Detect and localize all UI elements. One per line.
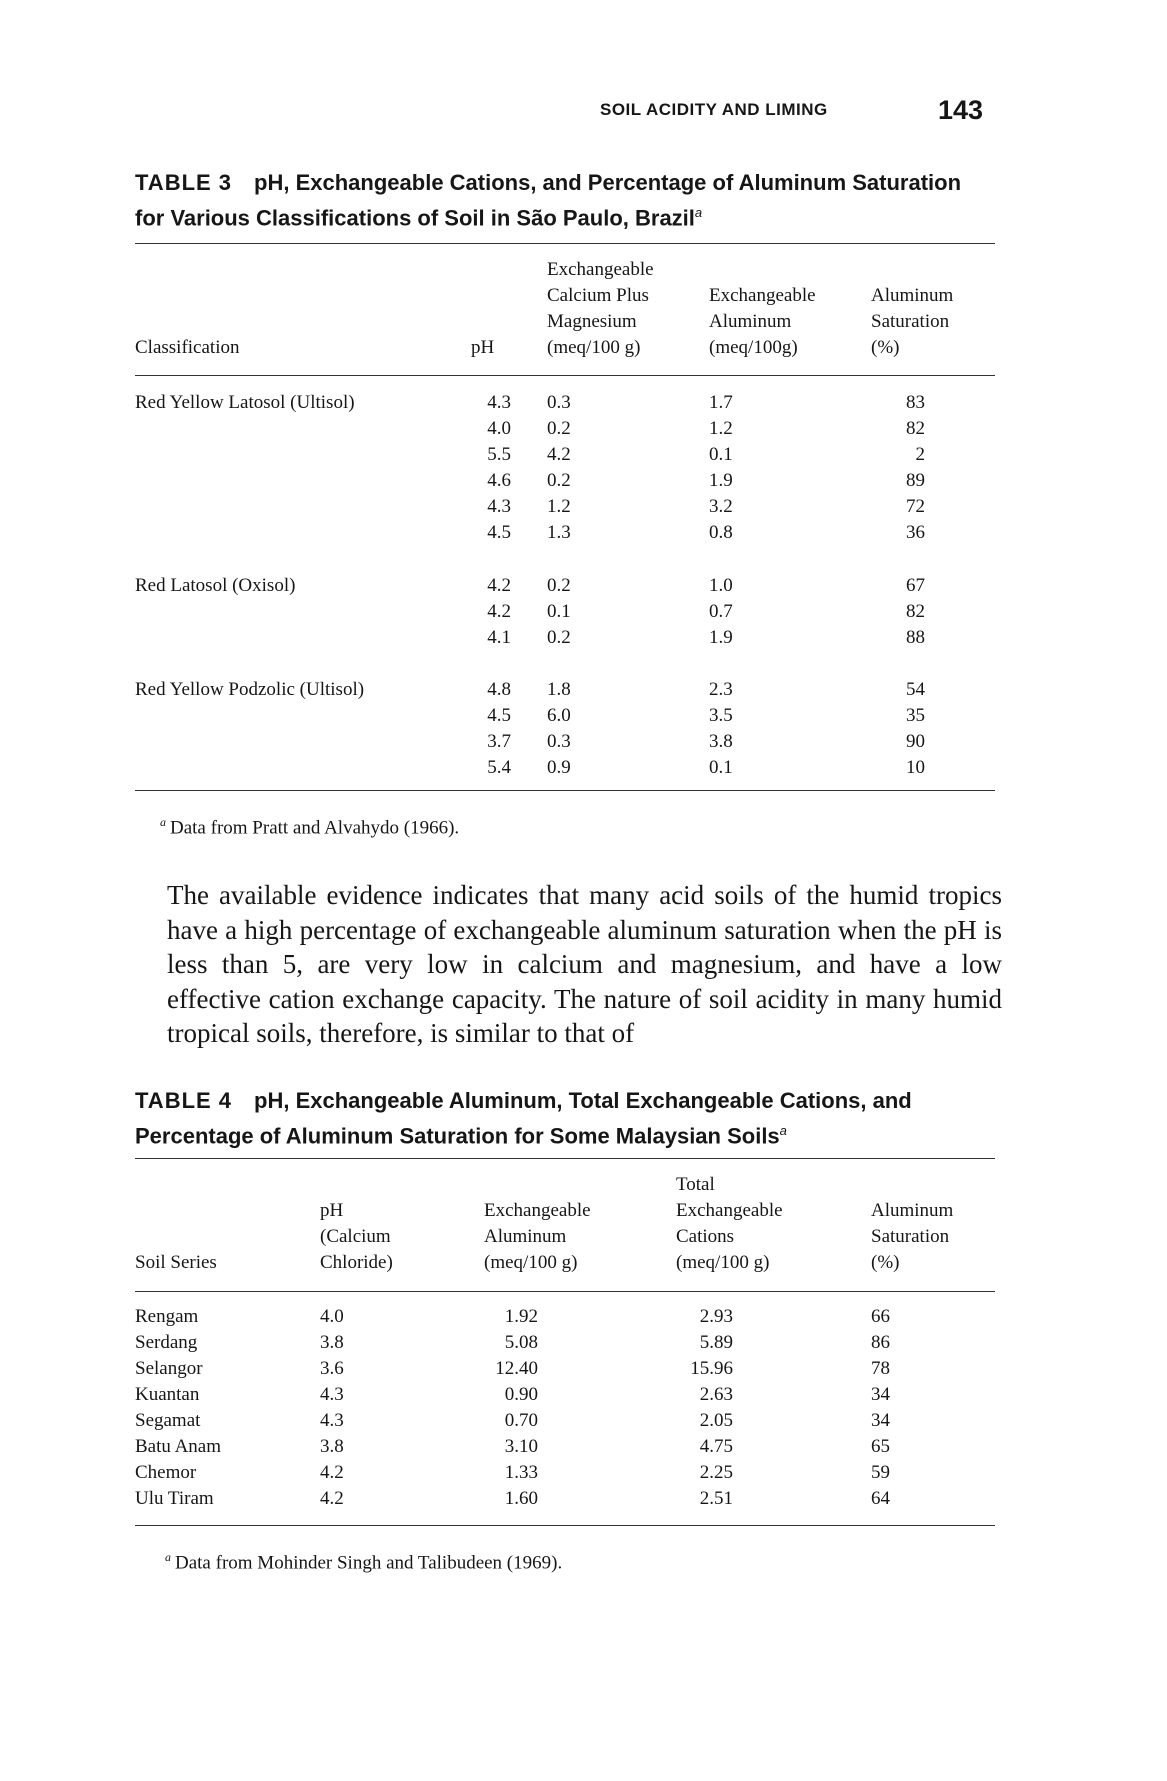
table4-cell-ph: 4.2 (320, 1488, 344, 1509)
table4-cell-al: 12.40 (495, 1358, 538, 1379)
table4-cell-total: 2.51 (699, 1488, 733, 1509)
header-line: Aluminum (484, 1226, 567, 1247)
table3-cell-al: 0.1 (709, 444, 733, 465)
table4-cell-soil: Selangor (135, 1358, 203, 1379)
table3-footnote-text: Data from Pratt and Alvahydo (1966). (170, 817, 460, 839)
table3-bottom-rule (135, 790, 995, 791)
header-line: Total (676, 1174, 715, 1195)
table3-header-ca-mg (547, 257, 654, 361)
table3-cell-ca-mg: 4.2 (547, 444, 571, 465)
table4-cell-soil: Serdang (135, 1332, 198, 1353)
table4-cell-sat: 34 (871, 1410, 890, 1431)
table4-cell-sat: 59 (871, 1462, 890, 1483)
header-line: Exchangeable (676, 1200, 783, 1221)
table4-cell-ph: 3.8 (320, 1332, 344, 1353)
footnote-marker: a (160, 815, 166, 829)
table4-cell-ph: 4.2 (320, 1462, 344, 1483)
header-line: (meq/100 g) (484, 1252, 578, 1273)
table3-cell-al: 1.9 (709, 627, 733, 648)
table3-cell-ca-mg: 0.2 (547, 627, 571, 648)
table3-cell-sat: 67 (906, 575, 925, 596)
table3-cell-ph: 5.5 (487, 444, 511, 465)
table4-header-soil: Soil Series (135, 1252, 217, 1273)
table3-cell-ph: 4.3 (487, 496, 511, 517)
table4-cell-ph: 3.8 (320, 1436, 344, 1457)
table4-top-rule (135, 1158, 995, 1159)
table4-cell-al: 0.90 (504, 1384, 538, 1405)
table3-cell-ph: 4.5 (487, 705, 511, 726)
header-line: Aluminum (871, 1200, 954, 1221)
table3-cell-al: 1.2 (709, 418, 733, 439)
table4-cell-total: 2.63 (699, 1384, 733, 1405)
header-line: Exchangeable (547, 259, 654, 280)
table4-cell-ph: 4.3 (320, 1410, 344, 1431)
table4-cell-total: 4.75 (699, 1436, 733, 1457)
table3-cell-ph: 4.6 (487, 470, 511, 491)
table3-cell-sat: 89 (906, 470, 925, 491)
table4-footnote (165, 1550, 562, 1574)
table4-cell-al: 5.08 (504, 1332, 538, 1353)
table3-top-rule (135, 243, 995, 244)
table3-cell-sat: 35 (906, 705, 925, 726)
table3-cell-al: 3.2 (709, 496, 733, 517)
table4-cell-soil: Batu Anam (135, 1436, 222, 1457)
table3-group-name: Red Latosol (Oxisol) (135, 575, 296, 596)
header-line: Saturation (871, 311, 950, 332)
table4-cell-total: 2.05 (699, 1410, 733, 1431)
table3-header-classification: Classification (135, 337, 240, 358)
table3-cell-al: 2.3 (709, 679, 733, 700)
header-line: Cations (676, 1226, 735, 1247)
table3-cell-sat: 88 (906, 627, 925, 648)
table4-header-rule (135, 1291, 995, 1292)
table3-cell-sat: 54 (906, 679, 925, 700)
table3-cell-al: 0.1 (709, 757, 733, 778)
table4-cell-total: 2.25 (699, 1462, 733, 1483)
table4-cell-soil: Kuantan (135, 1384, 200, 1405)
table4-header-total (676, 1172, 783, 1276)
table4-cell-al: 1.33 (504, 1462, 538, 1483)
table3-cell-al: 1.0 (709, 575, 733, 596)
table4-bottom-rule (135, 1525, 995, 1526)
table3-cell-ca-mg: 0.1 (547, 601, 571, 622)
table3-cell-ph: 4.2 (487, 575, 511, 596)
table3-cell-ca-mg: 0.2 (547, 418, 571, 439)
body-paragraph: The available evidence indicates that many acid soils of the humid tropics have a high percentage of exchangeable aluminum saturation when the pH is less than 5, are very low in calcium and magnesium, and have a low effective cation exchange capacity. The nature of soil acidity in many humid tropical soils, therefore, is similar to that of (167, 880, 1002, 1048)
table4-cell-sat: 78 (871, 1358, 890, 1379)
table4-cell-al: 3.10 (504, 1436, 538, 1457)
table3-cell-sat: 72 (906, 496, 925, 517)
table3-label: TABLE 3 (135, 170, 233, 195)
table4-cell-ph: 4.3 (320, 1384, 344, 1405)
table3-cell-ph: 4.1 (487, 627, 511, 648)
table3-cell-ph: 4.3 (487, 392, 511, 413)
table3-footnote-marker: a (694, 205, 703, 220)
header-line: (%) (871, 1252, 900, 1273)
table4-cell-soil: Chemor (135, 1462, 197, 1483)
table3-cell-ph: 4.2 (487, 601, 511, 622)
header-line: (Calcium (320, 1226, 391, 1247)
table3-cell-ca-mg: 0.2 (547, 575, 571, 596)
header-line: Magnesium (547, 311, 637, 332)
table3-cell-al: 0.7 (709, 601, 733, 622)
table3-cell-sat: 82 (906, 418, 925, 439)
header-line: Exchangeable (484, 1200, 591, 1221)
header-line: Aluminum (871, 285, 954, 306)
table3-caption (135, 168, 995, 233)
table4-cell-al: 0.70 (504, 1410, 538, 1431)
table4-cell-total: 15.96 (690, 1358, 733, 1379)
table3-cell-al: 3.8 (709, 731, 733, 752)
table3-cell-sat: 36 (906, 522, 925, 543)
table3-cell-sat: 82 (906, 601, 925, 622)
table4-cell-soil: Rengam (135, 1306, 199, 1327)
table3-cell-ph: 4.5 (487, 522, 511, 543)
table3-header-ph: pH (471, 337, 495, 358)
table4-label: TABLE 4 (135, 1088, 233, 1113)
table3-cell-ca-mg: 1.8 (547, 679, 571, 700)
table3-cell-ca-mg: 1.3 (547, 522, 571, 543)
table4-cell-sat: 34 (871, 1384, 890, 1405)
table3-title-line1: pH, Exchangeable Cations, and Percentage of Aluminum Saturation (254, 170, 962, 195)
table4-cell-total: 5.89 (699, 1332, 733, 1353)
table3-cell-ph: 5.4 (487, 757, 511, 778)
table3-header-al (709, 283, 816, 361)
table3-cell-al: 1.9 (709, 470, 733, 491)
table3-cell-sat: 90 (906, 731, 925, 752)
table3-footnote (160, 815, 459, 839)
table4-cell-al: 1.92 (504, 1306, 538, 1327)
footnote-marker: a (165, 1550, 171, 1564)
header-line: Exchangeable (709, 285, 816, 306)
table4-header-ph (320, 1198, 393, 1276)
page-number: 143 (938, 95, 984, 125)
table4-header-sat (871, 1198, 953, 1276)
table4-title-line2: Percentage of Aluminum Saturation for Some Malaysian Soils (135, 1123, 780, 1149)
header-line: (meq/100 g) (547, 337, 641, 358)
table3-title-line2: for Various Classifications of Soil in São Paulo, Brazil (135, 205, 695, 231)
table3-cell-ph: 4.0 (487, 418, 511, 439)
table4-footnote-marker: a (779, 1123, 787, 1138)
table4-caption (135, 1086, 995, 1151)
table3-cell-sat: 2 (915, 444, 925, 465)
table3-cell-ca-mg: 0.3 (547, 731, 571, 752)
header-line: Calcium Plus (547, 285, 649, 306)
table4-title-line1: pH, Exchangeable Aluminum, Total Exchangeable Cations, and (254, 1088, 912, 1113)
header-line: (meq/100g) (709, 337, 798, 358)
header-line: Chloride) (320, 1252, 393, 1273)
table3-cell-ca-mg: 1.2 (547, 496, 571, 517)
table3-cell-al: 3.5 (709, 705, 733, 726)
table4-cell-al: 1.60 (504, 1488, 538, 1509)
table3-cell-al: 0.8 (709, 522, 733, 543)
table4-cell-soil: Segamat (135, 1410, 201, 1431)
table3-cell-sat: 83 (906, 392, 925, 413)
table3-cell-ca-mg: 0.2 (547, 470, 571, 491)
table3-group-name: Red Yellow Podzolic (Ultisol) (135, 679, 365, 700)
table3-cell-ca-mg: 0.9 (547, 757, 571, 778)
table3-cell-ph: 4.8 (487, 679, 511, 700)
table4-cell-sat: 64 (871, 1488, 890, 1509)
header-line: pH (320, 1200, 344, 1221)
table4-cell-sat: 86 (871, 1332, 890, 1353)
table3-cell-ca-mg: 0.3 (547, 392, 571, 413)
table4-cell-sat: 66 (871, 1306, 890, 1327)
table4-cell-soil: Ulu Tiram (135, 1488, 214, 1509)
table3-cell-ph: 3.7 (487, 731, 511, 752)
table3-cell-sat: 10 (906, 757, 925, 778)
header-line: (%) (871, 337, 900, 358)
table4-cell-ph: 3.6 (320, 1358, 344, 1379)
table4-cell-ph: 4.0 (320, 1306, 344, 1327)
table4-cell-sat: 65 (871, 1436, 890, 1457)
table4-cell-total: 2.93 (699, 1306, 733, 1327)
table4-footnote-text: Data from Mohinder Singh and Talibudeen (1969). (175, 1552, 563, 1574)
table3-cell-ca-mg: 6.0 (547, 705, 571, 726)
running-header: SOIL ACIDITY AND LIMING (600, 100, 828, 119)
table3-header-sat (871, 283, 953, 361)
header-line: Aluminum (709, 311, 792, 332)
table3-header-rule (135, 375, 995, 376)
table3-cell-al: 1.7 (709, 392, 733, 413)
table3-group-name: Red Yellow Latosol (Ultisol) (135, 392, 355, 413)
header-line: (meq/100 g) (676, 1252, 770, 1273)
header-line: Saturation (871, 1226, 950, 1247)
table4-header-al (484, 1198, 591, 1276)
